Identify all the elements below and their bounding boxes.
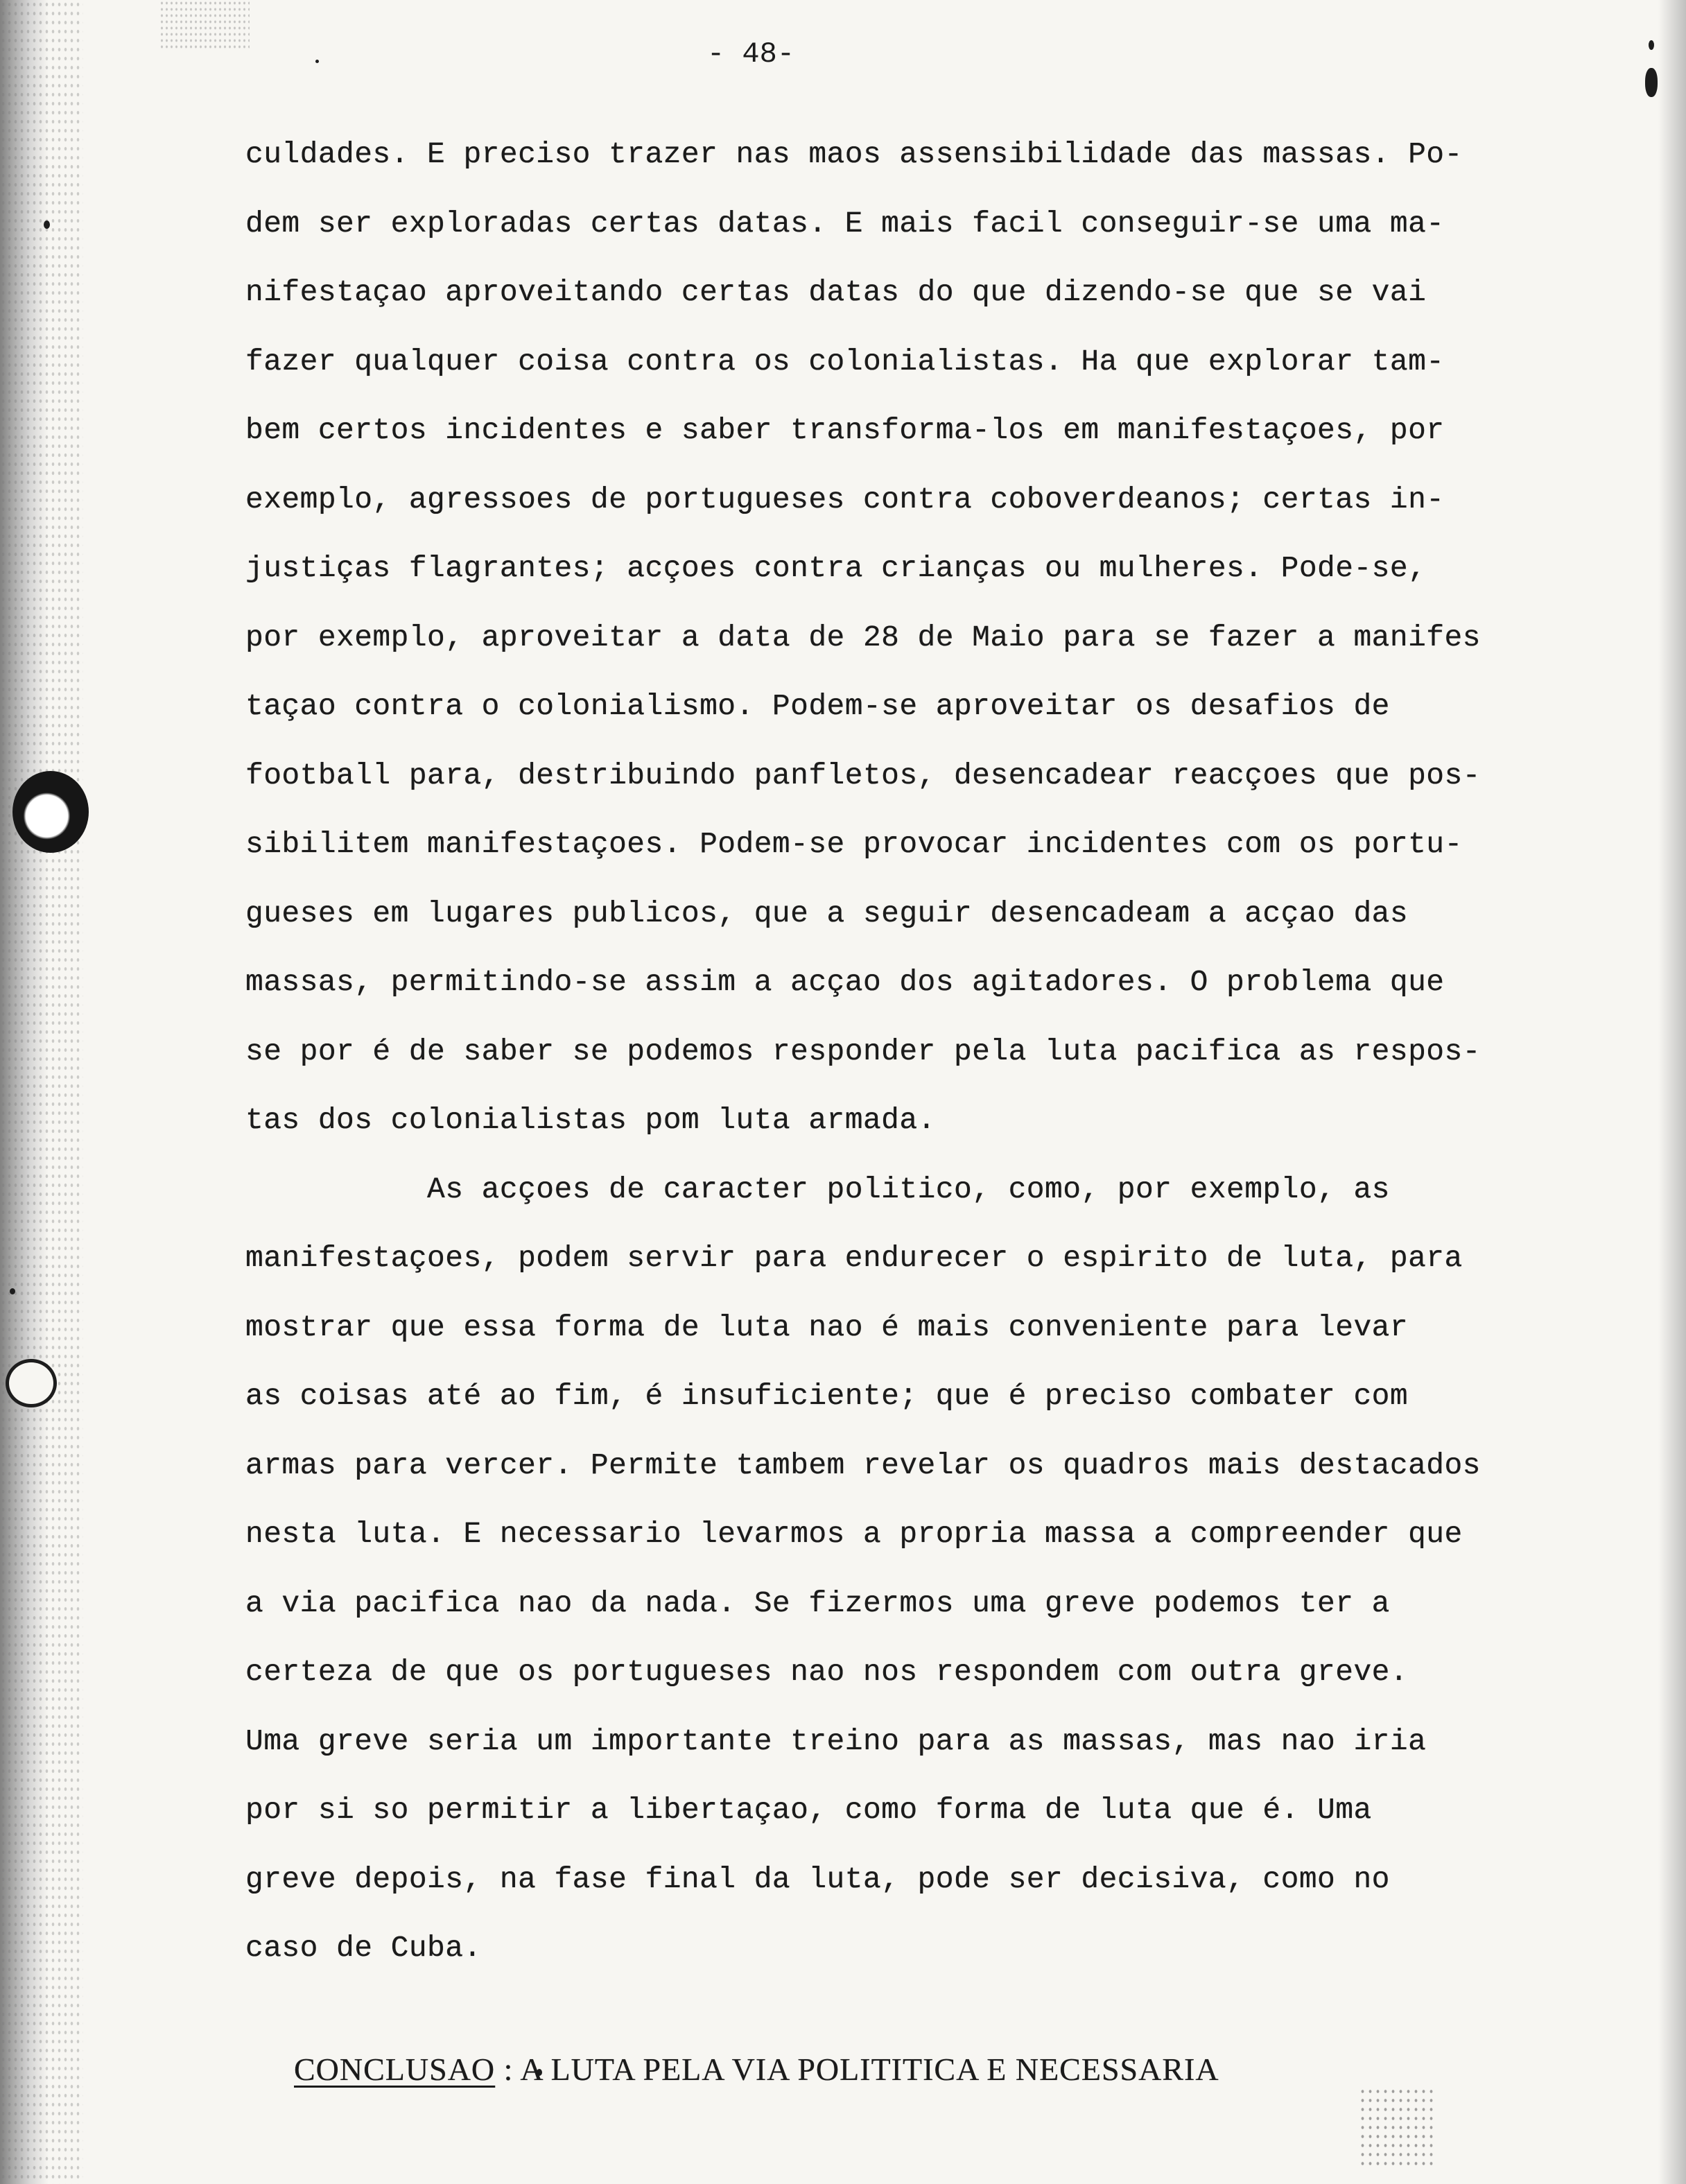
text-line: armas para vercer. Permite tambem revelar os quadros mais destacados [245,1448,1481,1482]
text-line: Uma greve seria um importante treino para as massas, mas nao iria [245,1724,1427,1758]
text-line: tas dos colonialistas pom luta armada. [245,1103,936,1137]
text-line: exemplo, agressoes de portugueses contra coboverdeanos; certas in- [245,482,1445,517]
text-line: football para, destribuindo panfletos, desencadear reacçoes que pos- [245,758,1481,792]
text-line: por si so permitir a libertaçao, como forma de luta que é. Uma [245,1793,1372,1827]
ink-speck [44,220,50,229]
margin-ink-mark [1642,28,1661,111]
text-line: justiças flagrantes; acçoes contra crianças ou mulheres. Pode-se, [245,551,1427,585]
text-line: por exemplo, aproveitar a data de 28 de Maio para se fazer a manifes [245,620,1481,655]
conclusion-text: : A LUTA PELA VIA POLITITICA E NECESSARIA [495,2052,1219,2087]
ink-speck [315,60,319,63]
punch-hole-lower [6,1359,57,1407]
scan-shadow-right [1658,0,1686,2184]
text-line: fazer qualquer coisa contra os colonialistas. Ha que explorar tam- [245,344,1445,379]
text-line: as coisas até ao fim, é insuficiente; que é preciso combater com [245,1379,1409,1413]
ink-speck [10,1288,15,1294]
text-line: nesta luta. E necessario levarmos a propria massa a compreender que [245,1517,1463,1551]
text-line: taçao contra o colonialismo. Podem-se aproveitar os desafios de [245,689,1390,723]
text-line: massas, permitindo-se assim a acçao dos agitadores. O problema que [245,965,1445,999]
text-line: greve depois, na fase final da luta, pode ser decisiva, como no [245,1862,1390,1896]
text-line: manifestaçoes, podem servir para endurecer o espirito de luta, para [245,1241,1463,1275]
page-number: - 48- [707,37,795,71]
conclusion-label: CONCLUSAO [294,2052,496,2087]
text-line: caso de Cuba. [245,1931,482,1965]
scan-noise-left [0,0,83,2184]
text-line: bem certos incidentes e saber transforma-los em manifestaçoes, por [245,413,1445,447]
text-line: mostrar que essa forma de luta nao é mais conveniente para levar [245,1310,1409,1344]
conclusion-line [259,1997,1219,2142]
text-line: dem ser exploradas certas datas. E mais facil conseguir-se uma ma- [245,206,1445,241]
text-line: gueses em lugares publicos, que a seguir desencadeam a acçao das [245,896,1409,930]
text-line: a via pacifica nao da nada. Se fizermos uma greve podemos ter a [245,1586,1390,1620]
text-line: culdades. E preciso trazer nas maos assensibilidade das massas. Po- [245,137,1463,171]
scan-noise-top [159,0,250,49]
text-line: sibilitem manifestaçoes. Podem-se provocar incidentes com os portu- [245,827,1463,861]
body-text [245,130,1660,1993]
scan-noise-bottom [1359,2087,1435,2170]
text-line: certeza de que os portugueses nao nos respondem com outra greve. [245,1655,1409,1689]
punch-hole-upper [12,771,89,853]
text-line: nifestaçao aproveitando certas datas do que dizendo-se que se vai [245,275,1427,309]
text-line: As acçoes de caracter politico, como, por exemplo, as [245,1172,1390,1206]
text-line: se por é de saber se podemos responder pela luta pacifica as respos- [245,1034,1481,1068]
